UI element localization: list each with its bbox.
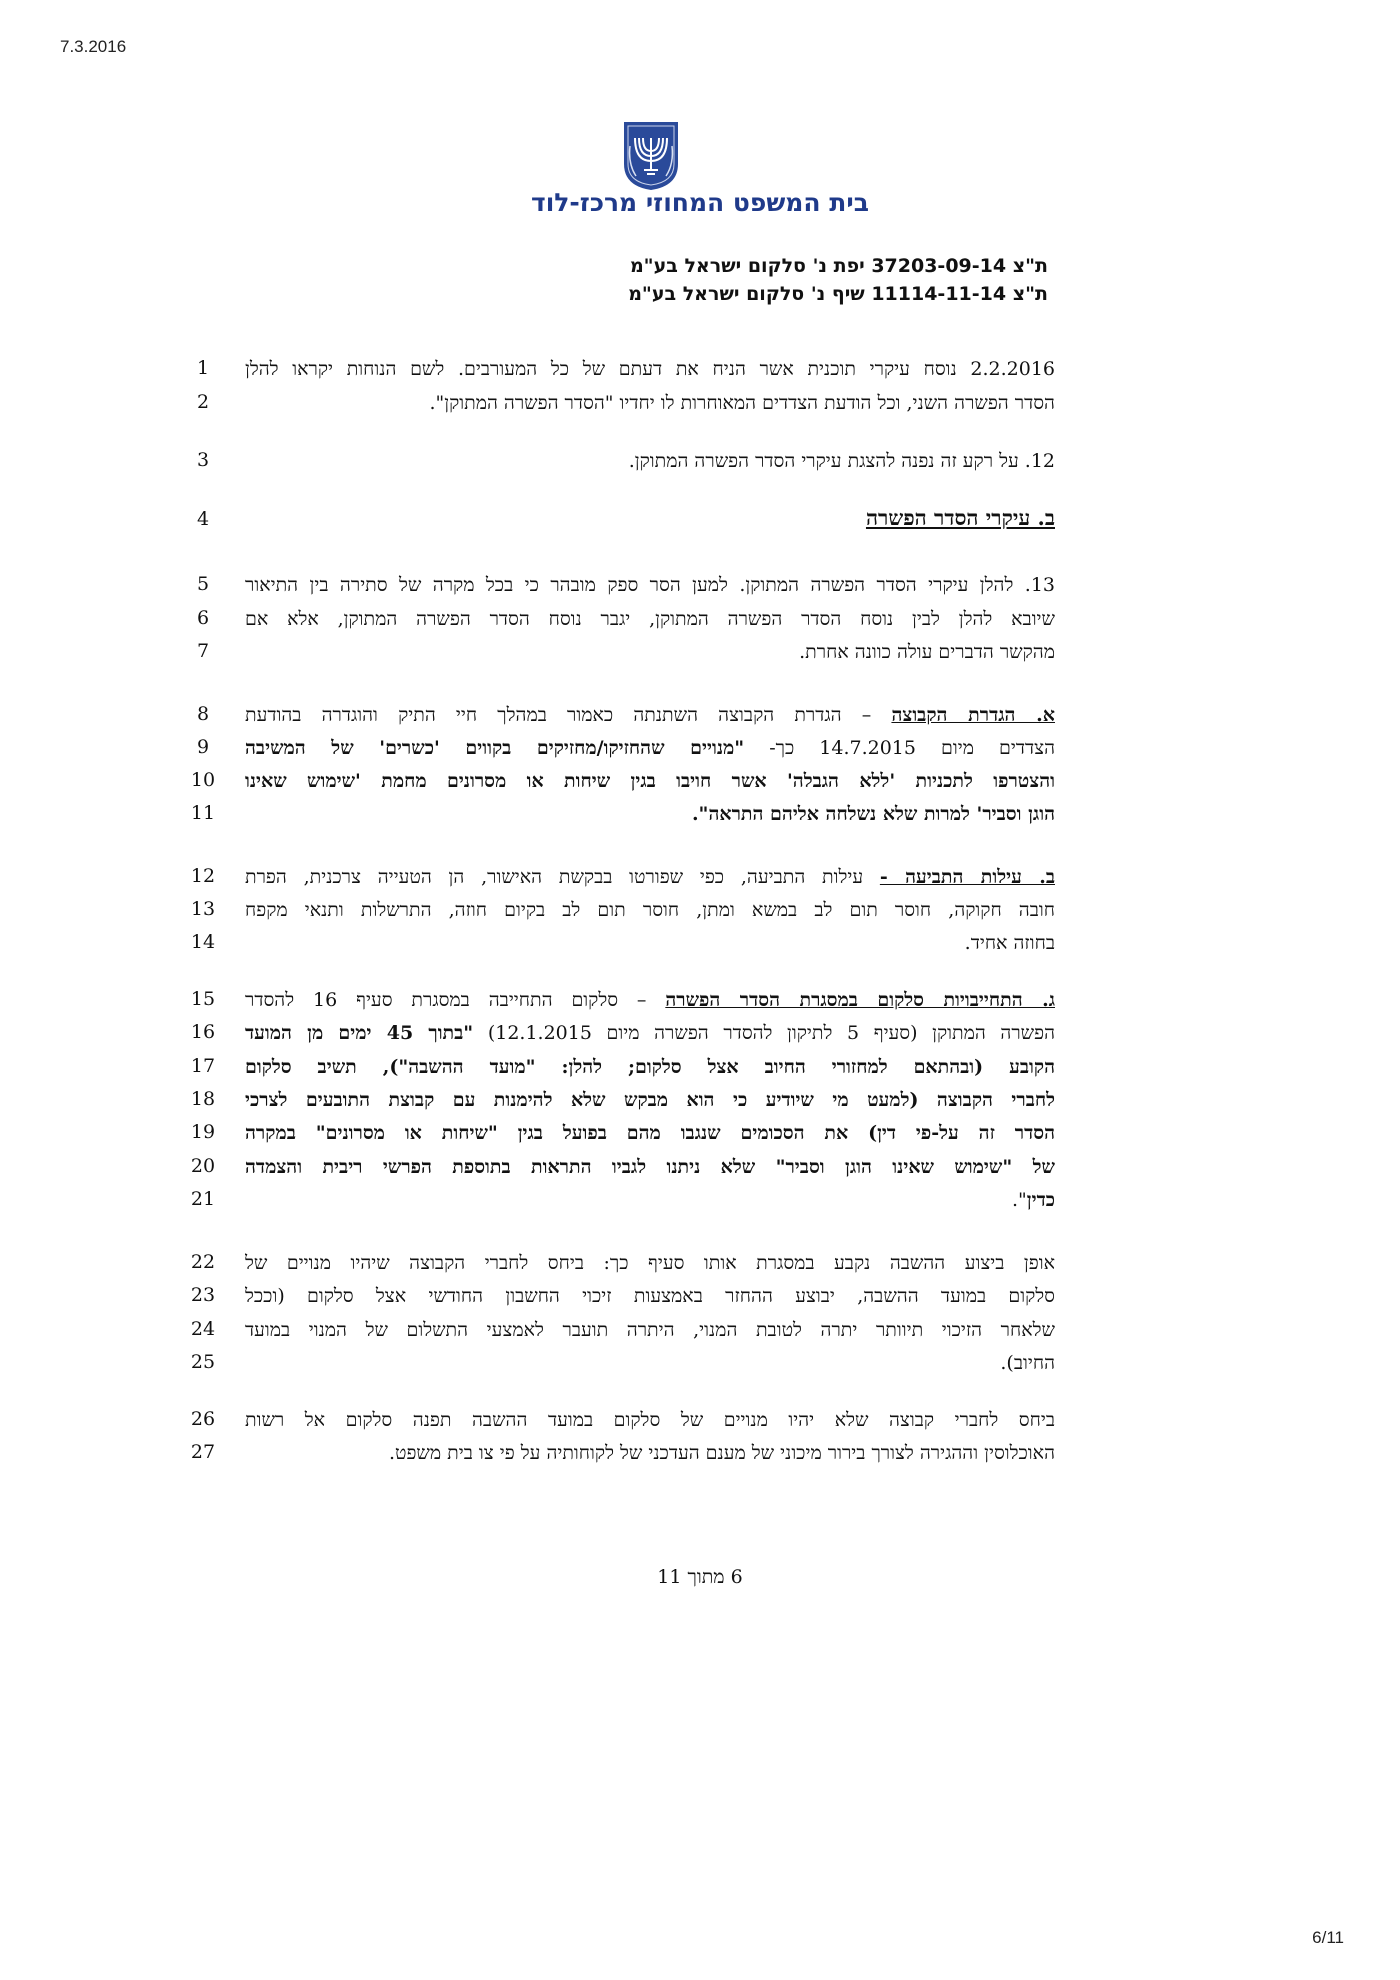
text-line: שלאחר הזיכוי תיוותר יתרה לטובת המנוי, היתרה תועבר לאמצעי התשלום של המנוי במועד	[245, 1319, 1055, 1341]
text-line	[245, 1188, 1055, 1212]
line-number: 23	[190, 1284, 216, 1306]
text-line: סלקום במועד ההשבה, יבוצע ההחזר באמצעות זיכוי החשבון החודשי אצל סלקום (וככל	[245, 1285, 1055, 1307]
line-number: 12	[190, 865, 216, 887]
text-line: הוגן וסביר' למרות שלא נשלחה אליהם התראה".	[691, 803, 1055, 825]
line-number: 22	[190, 1251, 216, 1273]
line-number: 17	[190, 1055, 216, 1077]
line-number: 3	[196, 449, 210, 471]
text-run: ".	[1011, 1189, 1027, 1211]
text-line: שיובא להלן לבין נוסח הסדר הפשרה המתוקן, יגבר נוסח הסדר הפשרה המתוקן, אלא אם	[245, 608, 1055, 630]
text-line: לחברי הקבוצה (למעט מי שיודיע כי הוא מבקש שלא להימנות עם קבוצת התובעים לצרכי	[245, 1089, 1055, 1111]
line-number: 9	[196, 736, 210, 758]
section-heading: ב. עיקרי הסדר הפשרה	[865, 505, 1055, 530]
line-number: 5	[196, 573, 210, 595]
line-number: 6	[196, 607, 210, 629]
line-number: 15	[190, 988, 216, 1010]
line-number: 11	[190, 802, 216, 824]
case-line-1: ת"צ 37203-09-14 יפת נ' סלקום ישראל בע"מ	[629, 255, 1048, 277]
text-line	[245, 988, 1055, 1012]
text-run: עילות התביעה, כפי שפורטו בבקשת האישור, הן הטעייה צרכנית, הפרת	[245, 866, 880, 888]
court-name: בית המשפט המחוזי מרכז-לוד	[531, 188, 869, 217]
text-line: הקובע (ובהתאם למחזורי החיוב אצל סלקום; להלן: "מועד ההשבה"), תשיב סלקום	[245, 1056, 1055, 1078]
text-run: – סלקום התחייבה במסגרת סעיף 16 להסדר	[245, 989, 666, 1011]
line-number: 14	[190, 931, 216, 953]
print-page-counter: 6/11	[1312, 1928, 1344, 1947]
term-causes-of-action: ב. עילות התביעה -	[879, 866, 1055, 888]
line-number: 10	[190, 769, 216, 791]
line-number: 27	[190, 1441, 216, 1463]
menorah-emblem-icon	[620, 118, 682, 192]
page-number: 6 מתוך 11	[657, 1566, 743, 1588]
term-cellcom-obligations: ג. התחייבויות סלקום במסגרת הסדר הפשרה	[665, 989, 1055, 1011]
bold-run: כדין	[1026, 1189, 1055, 1211]
line-number: 16	[190, 1021, 216, 1043]
text-line: 13. להלן עיקרי הסדר הפשרה המתוקן. למען הסר ספק מובהר כי בכל מקרה של סתירה בין התיאור	[245, 574, 1055, 596]
line-number: 19	[190, 1121, 216, 1143]
text-line: והצטרפו לתכניות 'ללא הגבלה' אשר חויבו בגין שיחות או מסרונים מחמת 'שימוש שאינו	[245, 770, 1055, 792]
text-line: הסדר הפשרה השני, וכל הודעת הצדדים המאוחרות לו יחדיו "הסדר הפשרה המתוקן".	[429, 392, 1055, 414]
text-run: הצדדים מיום 14.7.2015 כך-	[744, 737, 1055, 759]
line-number: 13	[190, 898, 216, 920]
text-line: האוכלוסין וההגירה לצורך בירור מיכוני של מענם העדכני של לקוחותיה על פי צו בית משפט.	[388, 1442, 1055, 1464]
line-number: 7	[196, 640, 210, 662]
case-caption	[628, 252, 1048, 308]
text-line: החיוב).	[1000, 1352, 1055, 1374]
bold-run: "בתוך 45 ימים מן המועד	[245, 1022, 474, 1044]
text-line	[245, 736, 1055, 760]
line-number: 20	[190, 1155, 216, 1177]
text-line: בחוזה אחיד.	[964, 932, 1055, 954]
text-line: הסדר זה על-פי דין) את הסכומים שנגבו מהם בפועל בגין "שיחות או מסרונים" במקרה	[245, 1122, 1055, 1144]
line-number: 26	[190, 1408, 216, 1430]
text-line: ביחס לחברי קבוצה שלא יהיו מנויים של סלקום במועד ההשבה תפנה סלקום אל רשות	[245, 1409, 1055, 1431]
line-number: 25	[190, 1351, 216, 1373]
line-number: 1	[196, 357, 210, 379]
line-number: 8	[196, 703, 210, 725]
text-run: הפשרה המתוקן (סעיף 5 לתיקון להסדר הפשרה מיום 12.1.2015)	[473, 1022, 1055, 1044]
line-number: 4	[196, 508, 210, 530]
text-line: 12. על רקע זה נפנה להצגת עיקרי הסדר הפשרה המתוקן.	[628, 450, 1055, 472]
text-line: חובה חקוקה, חוסר תום לב במשא ומתן, חוסר תום לב בקיום חוזה, התרשלות ותנאי מקפח	[245, 899, 1055, 921]
line-number: 21	[190, 1188, 216, 1210]
text-line	[245, 1021, 1055, 1045]
text-line	[245, 703, 1055, 727]
text-line: של "שימוש שאינו הוגן וסביר" שלא ניתנו לגביו התראות בתוספת הפרשי ריבית והצמדה	[245, 1156, 1055, 1178]
text-line	[245, 865, 1055, 889]
bold-run: "מנויים שהחזיקו/מחזיקים בקווים 'כשרים' של המשיבה	[245, 737, 745, 759]
text-line: מהקשר הדברים עולה כוונה אחרת.	[799, 641, 1055, 663]
line-number: 18	[190, 1088, 216, 1110]
line-number: 2	[196, 391, 210, 413]
text-line: 2.2.2016 נוסח עיקרי תוכנית אשר הניח את דעתם של כל המעורבים. לשם הנוחות יקראו להלן	[245, 358, 1055, 380]
case-line-2: ת"צ 11114-11-14 שיף נ' סלקום ישראל בע"מ	[628, 283, 1048, 305]
text-line: אופן ביצוע ההשבה נקבע במסגרת אותו סעיף כך: ביחס לחברי הקבוצה שיהיו מנויים של	[245, 1252, 1055, 1274]
print-date: 7.3.2016	[60, 37, 127, 56]
term-group-definition: א. הגדרת הקבוצה	[891, 704, 1055, 726]
text-run: – הגדרת הקבוצה השתנתה כאמור במהלך חיי התיק והוגדרה בהודעת	[245, 704, 892, 726]
line-number: 24	[190, 1318, 216, 1340]
